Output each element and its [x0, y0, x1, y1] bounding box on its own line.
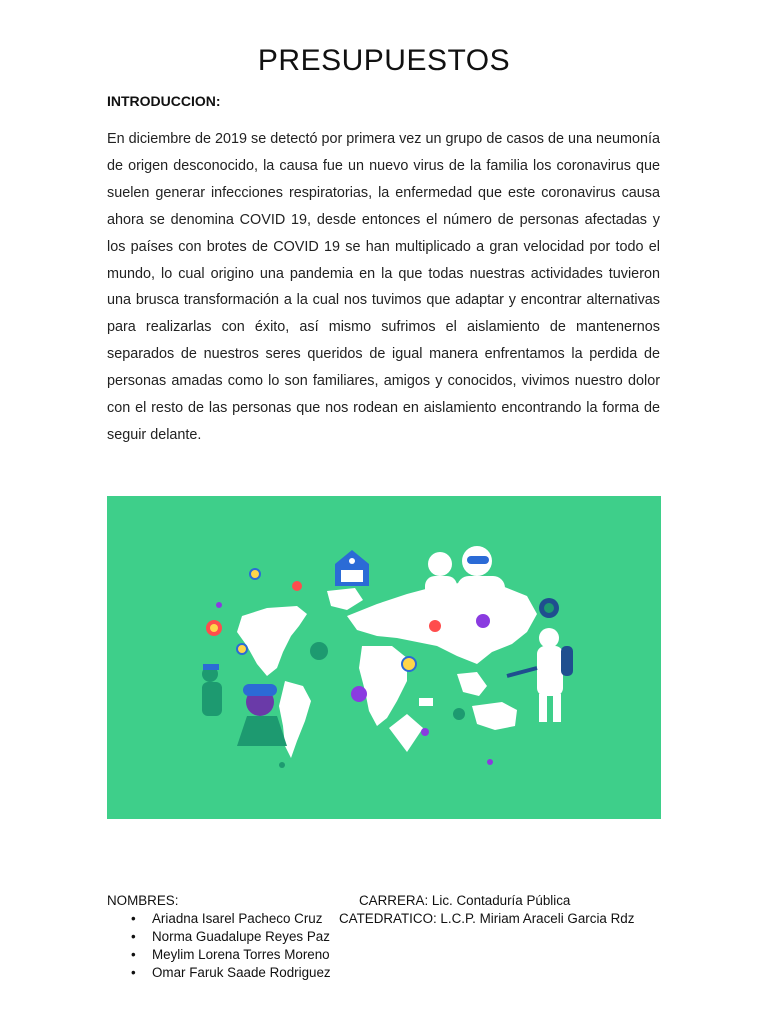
student-name: Norma Guadalupe Reyes Paz	[152, 929, 330, 944]
names-list	[107, 910, 331, 982]
world-map-icon	[107, 496, 661, 819]
bullet: •	[131, 911, 136, 926]
student-name: Meylim Lorena Torres Moreno	[152, 947, 330, 962]
student-name: Omar Faruk Saade Rodriguez	[152, 965, 331, 980]
health-worker-icon	[425, 546, 505, 616]
career-label: CARRERA: Lic. Contaduría Pública	[359, 893, 571, 908]
footer-header-row	[107, 892, 667, 910]
list-item	[107, 946, 331, 964]
bullet: •	[131, 929, 136, 944]
intro-paragraph: En diciembre de 2019 se detectó por primera vez un grupo de casos de una neumonía de origen desconocido, la causa fue un nuevo virus de la familia los coronavirus que suelen generar infecciones respiratorias, la enfermedad que este coronavirus causa ahora se denomina COVID 19, desde entonces el número de personas afectadas y los países con brotes de COVID 19 se han multiplicado a gran velocidad por todo el mundo, lo cual origino una pandemia en la que todas nuestras actividades tuvieron una brusca transformación a la cual nos tuvimos que adaptar y encontrar alternativas para realizarlas con éxito, así mismo sufrimos el aislamiento de mantenernos separados de nuestros seres queridos de igual manera enfrentamos la perdida de personas amadas como lo son familiares, amigos y conocidos, vivimos nuestro dolor con el resto de las personas que nos rodean en aislamiento encontrando la forma de seguir delante.	[107, 131, 660, 443]
list-item	[107, 928, 331, 946]
list-item	[107, 964, 331, 982]
bullet: •	[131, 965, 136, 980]
section-heading: INTRODUCCION:	[107, 93, 221, 109]
bullet: •	[131, 947, 136, 962]
list-item	[107, 910, 331, 928]
masked-person-icon	[202, 664, 287, 746]
document-title: PRESUPUESTOS	[257, 44, 511, 77]
names-label: NOMBRES:	[107, 893, 179, 908]
covid-illustration	[107, 496, 661, 819]
hand-washing-icon	[389, 698, 433, 752]
footer	[107, 892, 667, 980]
teacher-label: CATEDRATICO: L.C.P. Miriam Araceli Garcia Rdz	[339, 911, 635, 926]
student-name: Ariadna Isarel Pacheco Cruz	[152, 911, 323, 926]
house-icon	[335, 550, 369, 586]
